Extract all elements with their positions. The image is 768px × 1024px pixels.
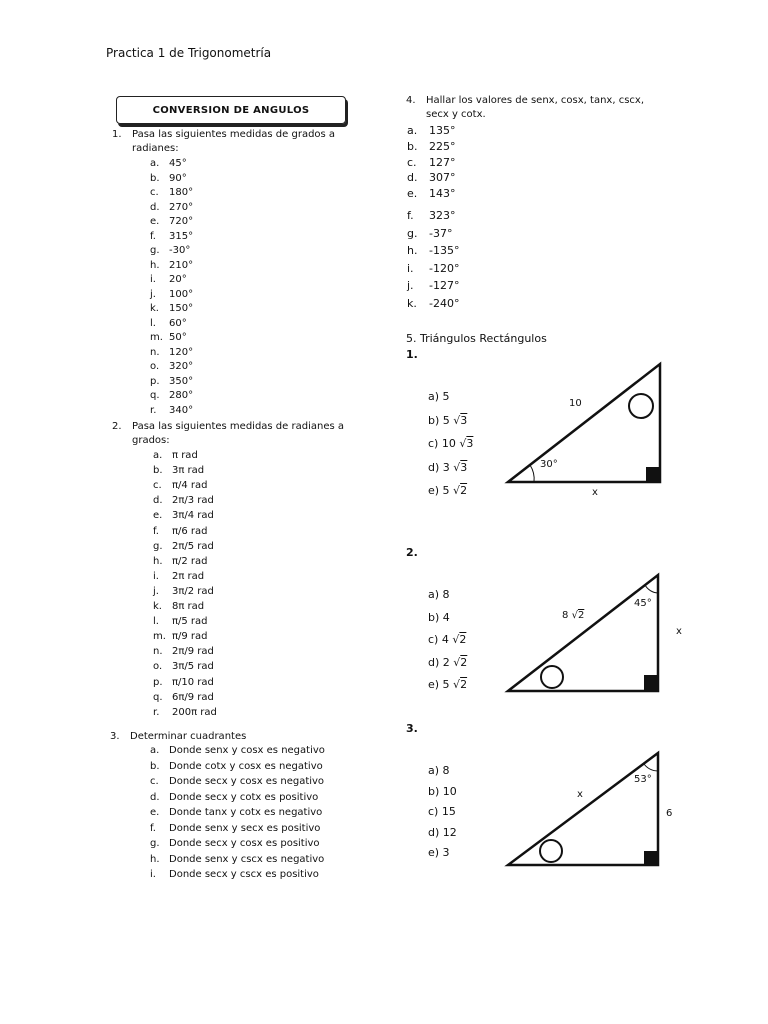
- item-letter: j.: [407, 279, 414, 292]
- item-letter: d.: [150, 201, 160, 213]
- item-value: Donde secx y cosx es positivo: [169, 838, 320, 849]
- item-letter: a.: [153, 450, 163, 461]
- unknown-angle-circle: [540, 840, 562, 862]
- item-letter: d.: [407, 171, 418, 185]
- question-text-line1: Pasa las siguientes medidas de radianes a: [132, 421, 344, 432]
- item-letter: q.: [150, 390, 160, 401]
- angle-label: 30°: [540, 459, 558, 470]
- hypotenuse-label: x: [577, 789, 583, 800]
- item-letter: e.: [407, 187, 418, 201]
- radical-sign: √: [455, 437, 467, 450]
- hypotenuse-coefficient: 8: [562, 610, 569, 621]
- item-value: 3π rad: [172, 465, 205, 477]
- item-value: 143°: [429, 187, 456, 201]
- question-text-line2: secx y cotx.: [426, 109, 486, 120]
- item-value: 180°: [169, 187, 194, 198]
- option-text: e) 5: [428, 484, 450, 497]
- page-title: Practica 1 de Trigonometría: [106, 46, 272, 60]
- item-letter: f.: [153, 525, 159, 537]
- item-letter: r.: [150, 404, 157, 416]
- radicand: 2: [577, 610, 585, 621]
- item-value: 307°: [429, 171, 456, 185]
- angle-arc: [644, 764, 658, 771]
- item-letter: e.: [150, 807, 160, 818]
- item-value: Donde secx y cotx es positivo: [169, 791, 319, 803]
- item-letter: n.: [150, 346, 160, 358]
- radicand: 3: [466, 437, 474, 450]
- item-value: 6π/9 rad: [172, 691, 214, 703]
- item-value: 127°: [429, 155, 456, 169]
- item-letter: k.: [407, 296, 417, 310]
- question-text-line2: radianes:: [132, 143, 179, 154]
- item-value: 150°: [169, 303, 194, 314]
- question-5-title: 5. Triángulos Rectángulos: [406, 332, 547, 345]
- item-letter: c.: [407, 155, 417, 169]
- item-value: 350°: [169, 375, 194, 387]
- item-letter: h.: [407, 244, 418, 257]
- option-text: c) 4: [428, 633, 449, 646]
- radicand: 3: [460, 460, 468, 474]
- item-value: 3π/5 rad: [172, 661, 214, 673]
- item-letter: d.: [153, 495, 163, 507]
- question-number: 1.: [112, 129, 122, 140]
- problem-number: 1: [406, 348, 414, 361]
- option-text: c) 15: [428, 805, 456, 818]
- item-letter: a.: [150, 158, 160, 169]
- item-letter: c.: [153, 480, 162, 492]
- option-text: e) 5: [428, 678, 450, 691]
- item-letter: o.: [150, 361, 160, 372]
- problem-number: 2: [406, 546, 414, 559]
- angle-label: 45°: [634, 598, 652, 609]
- item-letter: i.: [407, 261, 414, 275]
- question-number: 4.: [406, 95, 416, 106]
- angle-label: 53°: [634, 774, 652, 785]
- item-value: -135°: [429, 244, 460, 257]
- radical-sign: √: [449, 460, 461, 474]
- item-value: 2π/3 rad: [172, 495, 214, 507]
- radical-sign: √: [449, 655, 461, 669]
- item-letter: e.: [150, 216, 160, 227]
- item-letter: f.: [150, 230, 156, 242]
- radicand: 2: [460, 484, 468, 497]
- side-label: x: [592, 487, 598, 498]
- option-text: e) 3: [428, 846, 450, 859]
- item-letter: d.: [150, 791, 160, 803]
- item-value: Donde secx y cosx es negativo: [169, 776, 325, 787]
- item-letter: l.: [150, 317, 156, 329]
- item-value: 280°: [169, 390, 194, 401]
- item-letter: a.: [150, 745, 160, 756]
- question-text-line2: grados:: [132, 435, 170, 446]
- item-letter: n.: [153, 646, 163, 658]
- item-letter: i.: [153, 570, 159, 582]
- radicand: 2: [460, 655, 468, 669]
- item-value: 20°: [169, 274, 187, 285]
- item-letter: j.: [153, 585, 159, 597]
- item-letter: m.: [153, 631, 166, 643]
- item-value: π/6 rad: [172, 525, 208, 537]
- item-value: 340°: [169, 404, 194, 416]
- item-value: π/2 rad: [172, 555, 208, 567]
- item-value: Donde secx y cscx es positivo: [169, 869, 319, 880]
- item-value: 90°: [169, 172, 187, 184]
- question-text-line1: Pasa las siguientes medidas de grados a: [132, 129, 336, 140]
- item-value: Donde senx y cscx es negativo: [169, 853, 325, 865]
- item-letter: i.: [150, 274, 156, 285]
- item-value: 100°: [169, 288, 194, 300]
- item-value: 270°: [169, 201, 194, 213]
- item-letter: l.: [153, 616, 159, 628]
- item-letter: g.: [407, 226, 418, 240]
- item-value: π/5 rad: [172, 616, 208, 628]
- option-text: b) 10: [428, 784, 457, 798]
- question-number: 3.: [110, 731, 120, 742]
- option-text: b) 5: [428, 413, 450, 427]
- radicand: 2: [459, 633, 467, 646]
- item-value: π/9 rad: [172, 631, 208, 643]
- problem-number: 3: [406, 722, 414, 735]
- item-letter: p.: [150, 375, 160, 387]
- option-text: d) 2: [428, 655, 450, 669]
- item-letter: b.: [153, 465, 163, 477]
- problem-number-dot: .: [413, 722, 418, 735]
- radicand: 3: [460, 413, 468, 427]
- item-value: π/10 rad: [172, 676, 214, 688]
- item-letter: f.: [150, 822, 156, 834]
- item-value: 2π/9 rad: [172, 646, 214, 658]
- item-value: Donde senx y cosx es negativo: [169, 745, 325, 756]
- item-value: Donde senx y secx es positivo: [169, 822, 321, 834]
- item-value: 200π rad: [172, 706, 217, 718]
- item-value: 720°: [169, 216, 194, 227]
- item-letter: b.: [150, 760, 160, 772]
- question-text: Determinar cuadrantes: [130, 731, 247, 742]
- item-letter: h.: [153, 555, 163, 567]
- item-value: -120°: [429, 261, 460, 275]
- item-value: Donde cotx y cosx es negativo: [169, 760, 323, 772]
- radical-sign: √: [448, 633, 460, 646]
- item-value: π rad: [172, 450, 198, 461]
- question-number: 2.: [112, 421, 122, 432]
- radical-sign: √: [449, 678, 461, 691]
- item-letter: c.: [150, 187, 159, 198]
- item-letter: c.: [150, 776, 159, 787]
- item-letter: k.: [153, 601, 162, 612]
- item-value: 8π rad: [172, 601, 205, 612]
- item-value: 225°: [429, 139, 456, 153]
- item-letter: h.: [150, 259, 160, 271]
- item-letter: p.: [153, 676, 163, 688]
- item-letter: o.: [153, 661, 163, 673]
- question-text-line1: Hallar los valores de senx, cosx, tanx, cscx,: [426, 95, 645, 106]
- item-letter: a.: [407, 124, 418, 137]
- radical-sign: √: [449, 484, 461, 497]
- option-text: c) 10: [428, 437, 456, 450]
- problem-number-dot: .: [413, 546, 418, 559]
- item-letter: g.: [150, 245, 160, 256]
- radical-sign: √: [571, 610, 578, 621]
- item-letter: h.: [150, 853, 160, 865]
- item-value: 50°: [169, 332, 187, 343]
- option-text: a) 8: [428, 764, 450, 777]
- problem-number-dot: .: [413, 348, 418, 361]
- item-value: 210°: [169, 259, 194, 271]
- item-value: 2π rad: [172, 570, 205, 582]
- option-text: d) 12: [428, 825, 457, 839]
- option-text: b) 4: [428, 610, 450, 624]
- side-label: x: [676, 626, 682, 637]
- option-text: a) 5: [428, 390, 450, 403]
- item-letter: q.: [153, 691, 163, 703]
- item-letter: g.: [150, 838, 160, 849]
- item-value: -240°: [429, 296, 460, 310]
- item-letter: m.: [150, 332, 163, 343]
- item-letter: b.: [407, 139, 418, 153]
- item-letter: r.: [153, 706, 160, 718]
- radical-sign: √: [449, 413, 461, 427]
- item-value: π/4 rad: [172, 480, 208, 492]
- item-letter: b.: [150, 172, 160, 184]
- item-letter: f.: [407, 209, 414, 222]
- item-letter: k.: [150, 303, 159, 314]
- item-letter: j.: [150, 288, 156, 300]
- radicand: 2: [460, 678, 468, 691]
- item-value: 45°: [169, 158, 187, 169]
- side-label: 6: [666, 808, 673, 819]
- triangle-3-outline: [508, 753, 658, 865]
- item-value: Donde tanx y cotx es negativo: [169, 807, 323, 818]
- item-value: 135°: [429, 124, 456, 137]
- section-title: CONVERSION DE ANGULOS: [152, 104, 310, 116]
- item-letter: e.: [153, 510, 163, 522]
- item-value: -30°: [169, 245, 191, 256]
- item-value: 60°: [169, 317, 187, 329]
- right-angle-mark: [644, 851, 658, 865]
- item-value: 323°: [429, 209, 456, 222]
- item-value: 320°: [169, 361, 194, 372]
- option-text: a) 8: [428, 588, 450, 601]
- item-value: -37°: [429, 226, 453, 240]
- item-letter: i.: [150, 869, 156, 880]
- hypotenuse-label: 10: [569, 398, 582, 409]
- item-letter: g.: [153, 540, 163, 552]
- option-text: d) 3: [428, 460, 450, 474]
- item-value: -127°: [429, 279, 460, 292]
- item-value: 315°: [169, 230, 194, 242]
- item-value: 3π/2 rad: [172, 585, 214, 597]
- item-value: 2π/5 rad: [172, 540, 214, 552]
- item-value: 120°: [169, 346, 194, 358]
- item-value: 3π/4 rad: [172, 510, 214, 522]
